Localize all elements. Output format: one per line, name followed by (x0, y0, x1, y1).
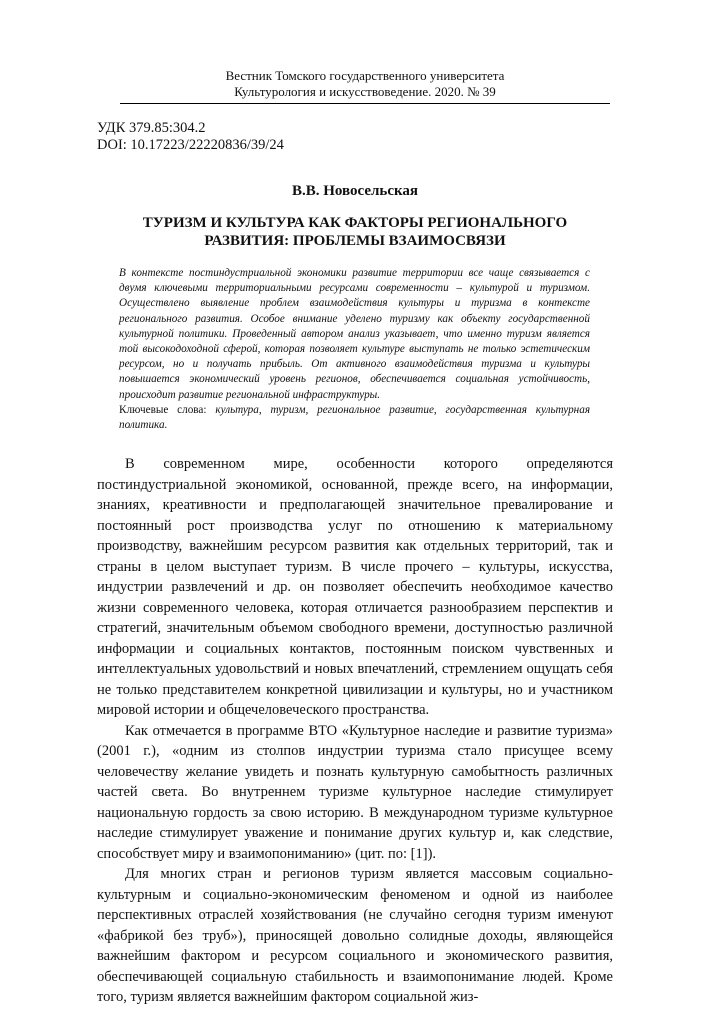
body-paragraph: Как отмечается в программе ВТО «Культурное наследие и развитие туризма» (2001 г.), «одним из столпов индустрии туризма стало присущее всему человечеству желание увидеть и познать культурную самобытность различных частей света. Во внутреннем туризме культурное наследие стимулирует национальную гордость за свою историю. В международном туризме культурное наследие стимулирует уважение и понимание других культур и, как следствие, способствует миру и взаимопониманию» (цит. по: [1]). (97, 722, 613, 862)
journal-issue: Культурология и искусствоведение. 2020. № 39 (234, 83, 496, 99)
title-line-1: ТУРИЗМ И КУЛЬТУРА КАК ФАКТОРЫ РЕГИОНАЛЬНОГО (142, 215, 568, 231)
abstract-block (119, 266, 590, 433)
header-rule (120, 103, 610, 104)
abstract-text: В контексте постиндустриальной экономики развитие территории все чаще связывается с двумя ключевыми территориальными ресурсами современности – культурой и туризмом. Осуществлено выявление проблем взаимодействия культуры и туризма в контексте регионального развития. Особое внимание уделено туризму как объекту государственной культурной политики. Проведенный автором анализ указывает, что именно туризм является той высокодоходной сферой, которая позволяет культуре выступать не только эстетическим ресурсом, но и получать прибыль. От активного взаимодействия туризма и культуры повышается экономический уровень регионов, обеспечивается социальная устойчивость, происходит развитие региональной инфраструктуры. (119, 267, 590, 401)
body-paragraph: В современном мире, особенности которого определяются постиндустриальной экономикой, основанной, прежде всего, на информации, знаниях, креативности и предполагающей значительное превалирование и постоянный рост производства услуг по отношению к материальному производству, важнейшим ресурсом развития как отдельных территорий, так и страны в целом выступает туризм. В числе прочего – культуры, искусства, индустрии развлечений и др. он позволяет обеспечить необходимое качество жизни современного человека, которая отличается разнообразием перспектив и стратегий, значительным объемом свободного времени, доступностью различной информации и социальных контактов, постоянным поиском чувственных и интеллектуальных удовольствий и новых впечатлений, стремлением ощущать себя не только представителем конкретной цивилизации и культуры, но и участником мировой истории и общечеловеческого пространства. (97, 456, 613, 718)
article-body (97, 454, 613, 1008)
keywords-label: Ключевые слова: (119, 403, 207, 416)
body-paragraph: Для многих стран и регионов туризм является массовым социально-культурным и социально-экономическим феноменом и одной из наиболее перспективных отраслей хозяйствования (не случайно сегодня туризм именуют «фабрикой без труб»), приносящей довольно солидные доходы, являющейся важнейшим фактором и ресурсом социального и экономического развития, обеспечивающей социальную стабильность и взаимопонимание людей. Кроме того, туризм является важнейшим фактором социальной жиз- (97, 866, 613, 1005)
running-header (120, 68, 610, 99)
article-title (97, 214, 613, 250)
udc-code: УДК 379.85:304.2 (97, 120, 206, 136)
author-name: В.В. Новосельская (291, 183, 419, 199)
keywords-line (119, 403, 590, 433)
keywords-list: культура, туризм, региональное развитие, государственная культурная политика. (119, 403, 591, 432)
article-meta (97, 120, 284, 154)
doi: DOI: 10.17223/22220836/39/24 (97, 137, 284, 153)
journal-name: Вестник Томского государственного университета (225, 68, 505, 83)
title-line-2: РАЗВИТИЯ: ПРОБЛЕМЫ ВЗАИМОСВЯЗИ (204, 233, 506, 249)
